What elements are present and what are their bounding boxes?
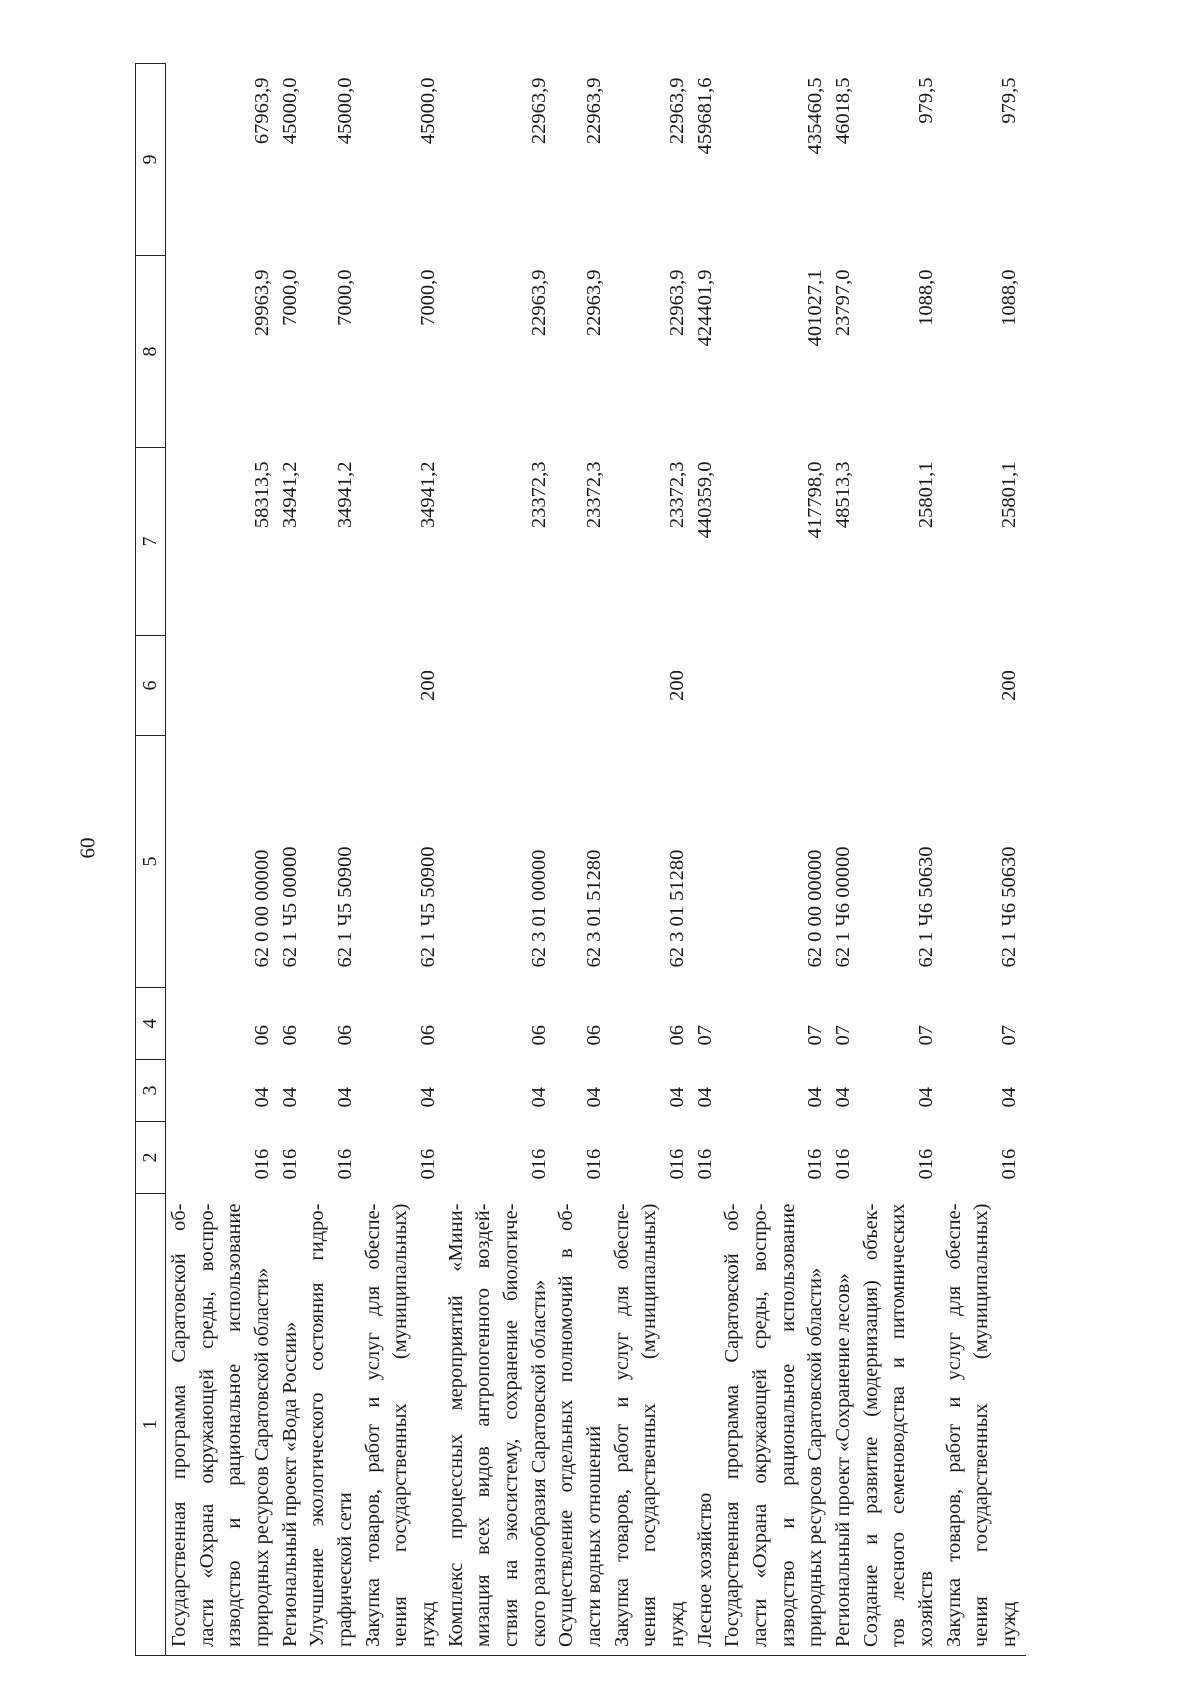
amount-cell: 25801,1 [915,461,938,529]
ministry-code-cell: 016 [583,1148,606,1180]
column-header-7: 7 [136,448,166,636]
amount-cell: 48513,3 [832,461,855,529]
subsection-code-cell: 06 [583,1025,606,1046]
row-name-line: Закупка товаров, работ и услуг для обеспе- [361,1203,384,1647]
row-name-cell [166,1194,277,1656]
expense-type-cell [858,636,941,736]
row-name-cell [360,1194,443,1656]
section-code-cell: 04 [417,1087,440,1108]
amount-cell: 979,5 [915,77,938,124]
expense-type-cell: 200 [998,670,1021,701]
column-header-3: 3 [136,1060,166,1122]
table-row [692,64,720,1656]
target-article-cell: 62 0 00 00000 [804,849,827,968]
amount-cell: 424401,9 [693,269,716,347]
target-article-cell: 62 1 Ч6 00000 [832,846,855,968]
row-name-cell [941,1194,1026,1656]
ministry-code-cell: 016 [527,1148,550,1180]
amount-cell: 401027,1 [804,269,827,347]
amount-cell: 23372,3 [666,461,689,529]
row-name-line: изводство и рациональное использование [776,1203,799,1647]
column-header-6: 6 [136,636,166,736]
row-name-line: чения государственных (муниципальных) [638,1203,661,1647]
target-article-cell [692,736,720,988]
amount-cell: 22963,9 [527,269,550,337]
section-code-cell: 04 [915,1087,938,1108]
amount-cell: 22963,9 [583,269,606,337]
subsection-code-cell: 07 [998,1025,1021,1046]
column-header-5: 5 [136,736,166,988]
expense-type-cell [443,636,554,736]
column-header-9: 9 [136,64,166,256]
amount-cell: 23797,0 [832,269,855,337]
table-row [360,64,443,1656]
subsection-code-cell: 06 [666,1025,689,1046]
row-name-line: природных ресурсов Саратовской области» [804,1267,827,1647]
table-row [941,64,1026,1656]
row-name-line: мизация всех видов антропогенного воздей- [472,1203,495,1647]
subsection-code-cell: 06 [527,1025,550,1046]
section-code-cell: 04 [804,1087,827,1108]
target-article-cell: 62 0 00 00000 [251,849,274,968]
row-name-cell [609,1194,692,1656]
amount-cell: 34941,2 [278,461,301,529]
table-row [719,64,830,1656]
row-name-line: чения государственных (муниципальных) [970,1203,993,1647]
amount-cell: 435460,5 [804,77,827,155]
amount-cell: 45000,0 [417,77,440,145]
table-body [166,64,1026,1656]
column-header-2: 2 [136,1122,166,1194]
column-number-row [136,64,166,1656]
row-name-line: изводство и рациональное использование [223,1203,246,1647]
amount-cell: 440359,0 [693,461,716,539]
amount-cell: 7000,0 [278,269,301,326]
subsection-code-cell: 06 [278,1025,301,1046]
section-code-cell: 04 [832,1087,855,1108]
target-article-cell: 62 3 01 51280 [666,849,689,968]
ministry-code-cell: 016 [666,1148,689,1180]
row-name-line: нужд [666,1601,689,1647]
row-name-line: Комплекс процессных мероприятий «Мини- [444,1203,467,1647]
table-row [277,64,305,1656]
ministry-code-cell: 016 [278,1148,301,1180]
target-article-cell: 62 1 Ч5 50900 [334,846,357,968]
target-article-cell: 62 1 Ч5 00000 [278,846,301,968]
row-name-cell [443,1194,554,1656]
amount-cell: 22963,9 [666,269,689,337]
row-name-cell [692,1194,720,1656]
target-article-cell: 62 3 01 51280 [583,849,606,968]
row-name-cell [719,1194,830,1656]
table-row [609,64,692,1656]
expense-type-cell [692,636,720,736]
expense-type-cell: 200 [417,670,440,701]
ministry-code-cell: 016 [693,1148,716,1180]
column-header-1: 1 [136,1194,166,1656]
amount-cell: 34941,2 [417,461,440,529]
row-name-cell [277,1194,305,1656]
row-name-cell [304,1194,359,1656]
row-name-line: Региональный проект «Вода России» [278,1321,301,1647]
row-name-line: Региональный проект «Сохранение лесов» [832,1273,855,1647]
row-name-line: ского разнообразия Саратовской области» [527,1279,550,1647]
ministry-code-cell: 016 [417,1148,440,1180]
table-row [553,64,608,1656]
amount-cell: 22963,9 [583,77,606,145]
table-row [166,64,277,1656]
column-header-8: 8 [136,256,166,448]
row-name-line: чения государственных (муниципальных) [389,1203,412,1647]
section-code-cell: 04 [998,1087,1021,1108]
row-name-cell [830,1194,858,1656]
amount-cell: 1088,0 [998,269,1021,326]
amount-cell: 7000,0 [417,269,440,326]
expense-type-cell [719,636,830,736]
subsection-code-cell: 07 [832,1025,855,1046]
section-code-cell: 04 [666,1087,689,1108]
expense-type-cell: 200 [666,670,689,701]
target-article-cell: 62 1 Ч6 50630 [998,846,1021,968]
row-name-line: Государственная программа Саратовской об- [168,1203,190,1647]
section-code-cell: 04 [527,1087,550,1108]
amount-cell: 22963,9 [666,77,689,145]
amount-cell: 7000,0 [334,269,357,326]
subsection-code-cell: 07 [693,1025,716,1046]
row-name-line: нужд [417,1601,440,1647]
expense-type-cell [830,636,858,736]
amount-cell: 979,5 [998,77,1021,124]
row-name-line: ствия на экосистему, сохранение биологиче- [500,1203,523,1647]
subsection-code-cell: 06 [417,1025,440,1046]
amount-cell: 34941,2 [334,461,357,529]
table-row [830,64,858,1656]
ministry-code-cell: 016 [804,1148,827,1180]
subsection-code-cell: 07 [804,1025,827,1046]
table-row [858,64,941,1656]
amount-cell: 25801,1 [998,461,1021,529]
section-code-cell: 04 [583,1087,606,1108]
ministry-code-cell: 016 [334,1148,357,1180]
amount-cell: 45000,0 [334,77,357,145]
row-name-line: Государственная программа Саратовской об- [721,1203,744,1647]
subsection-code-cell: 06 [334,1025,357,1046]
row-name-line: графической сети [334,1492,357,1647]
amount-cell: 45000,0 [278,77,301,145]
row-name-line: нужд [998,1601,1021,1647]
amount-cell: 58313,5 [251,461,274,529]
table-row [443,64,554,1656]
subsection-code-cell: 06 [251,1025,274,1046]
amount-cell: 29963,9 [251,269,274,337]
target-article-cell: 62 1 Ч6 50630 [915,846,938,968]
row-name-line: ласти «Охрана окружающей среды, воспро- [749,1203,772,1647]
subsection-code-cell: 07 [915,1025,938,1046]
amount-cell: 22963,9 [527,77,550,145]
amount-cell: 417798,0 [804,461,827,539]
budget-table-frame [135,64,1053,1656]
ministry-code-cell: 016 [251,1148,274,1180]
row-name-line: ласти «Охрана окружающей среды, воспро- [195,1203,218,1647]
row-name-line: природных ресурсов Саратовской области» [251,1267,274,1647]
expense-type-cell [553,636,608,736]
ministry-code-cell: 016 [832,1148,855,1180]
section-code-cell: 04 [251,1087,274,1108]
amount-cell: 46018,5 [832,77,855,145]
table-row [304,64,359,1656]
section-code-cell: 04 [334,1087,357,1108]
expense-type-cell [304,636,359,736]
page-number: 60 [75,837,100,859]
target-article-cell: 62 3 01 00000 [527,849,550,968]
section-code-cell: 04 [693,1087,716,1108]
row-name-line: Закупка товаров, работ и услуг для обеспе- [610,1203,633,1647]
ministry-code-cell: 016 [915,1148,938,1180]
row-name-line: Создание и развитие (модернизация) объек- [859,1203,882,1647]
row-name-line: Осуществление отдельных полномочий в об- [555,1203,578,1647]
amount-cell: 23372,3 [527,461,550,529]
row-name-line: тов лесного семеноводства и питомнических [887,1203,910,1647]
amount-cell: 67963,9 [251,77,274,145]
section-code-cell: 04 [278,1087,301,1108]
budget-table [135,63,1026,1656]
column-header-4: 4 [136,988,166,1060]
target-article-cell: 62 1 Ч5 50900 [417,846,440,968]
expense-type-cell [277,636,305,736]
row-name-cell [553,1194,608,1656]
row-name-line: Закупка товаров, работ и услуг для обеспе- [942,1203,965,1647]
row-name-line: Лесное хозяйство [693,1492,716,1647]
amount-cell: 1088,0 [915,269,938,326]
expense-type-cell [166,636,277,736]
amount-cell: 23372,3 [583,461,606,529]
row-name-line: хозяйств [915,1571,938,1647]
row-name-line: ласти водных отношений [583,1425,606,1647]
row-name-line: Улучшение экологического состояния гидро- [306,1203,329,1647]
row-name-cell [858,1194,941,1656]
amount-cell: 459681,6 [693,77,716,155]
ministry-code-cell: 016 [998,1148,1021,1180]
